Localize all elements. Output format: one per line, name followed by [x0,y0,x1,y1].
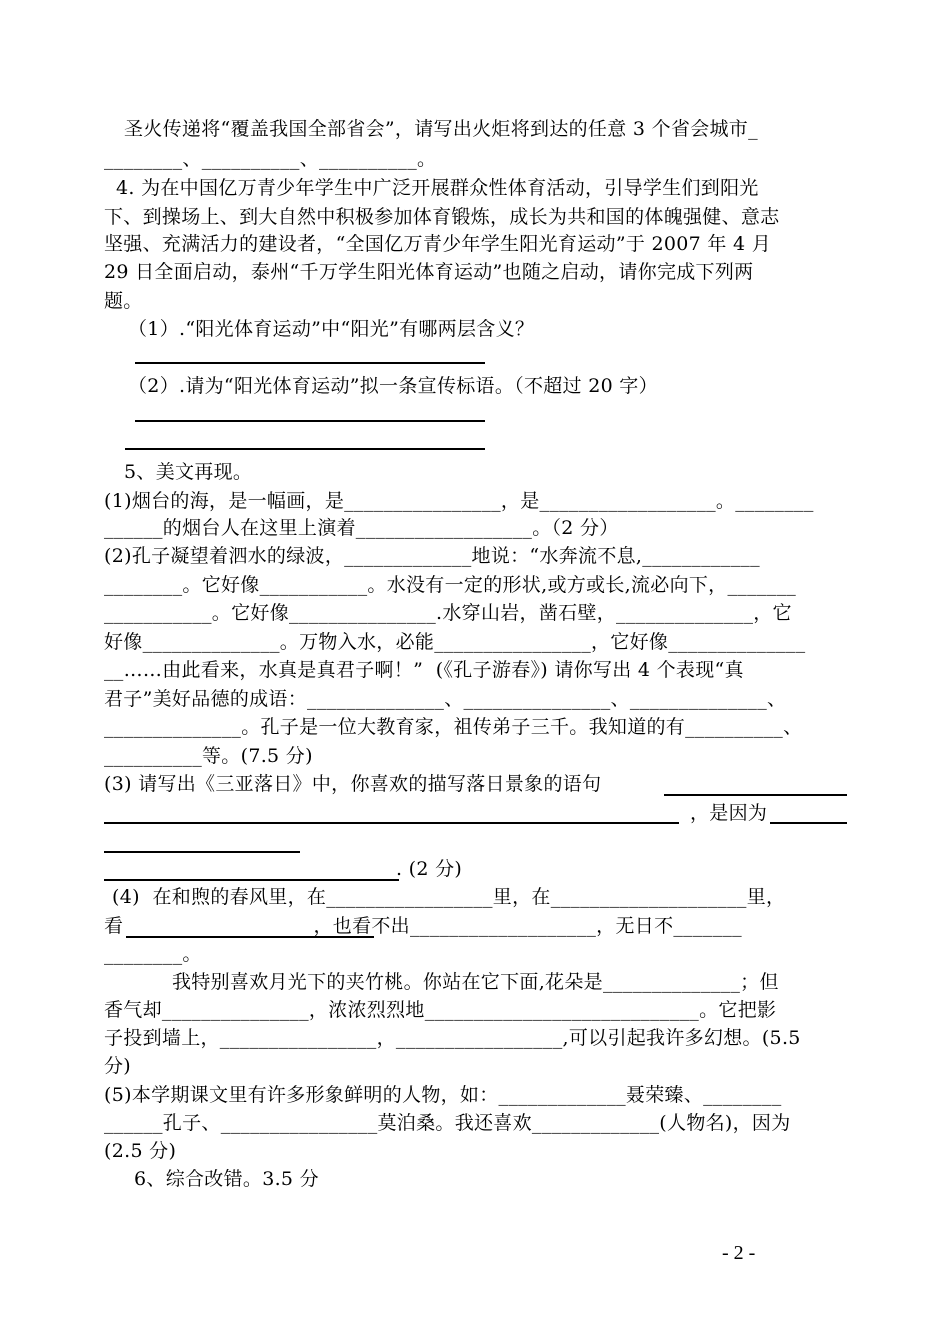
answer-line [125,448,485,450]
text-line: 君子”美好品德的成语：______________、_______________、______________、 [104,688,787,710]
answer-line [770,822,847,824]
text-line: 分) [104,1055,132,1077]
answer-line [126,936,374,938]
page-number: - 2 - [722,1242,756,1264]
text-line: ______孔子、________________莫泊桑。我还喜欢_____________(人物名)，因为 [104,1112,791,1134]
answer-line [104,822,679,824]
text-line: ，是因为 [690,802,768,824]
text-line: ________。 [104,943,202,965]
text-line: 好像______________。万物入水，必能________________，它好像______________ [104,631,806,653]
text-line: 子投到墙上，________________，_________________,可以引起我许多幻想。(5.5 [104,1027,801,1049]
text-line: 29 日全面启动，泰州“千万学生阳光体育运动”也随之启动，请你完成下列两 [104,261,754,283]
text-line: __________等。(7.5 分) [104,745,313,767]
answer-line [104,879,399,881]
text-line: ________。它好像___________。水没有一定的形状,或方或长,流必向下，_______ [104,574,797,596]
question-4-1: （1）.“阳光体育运动”中“阳光”有哪两层含义？ [128,318,535,340]
text-line: (2.5 分) [104,1140,177,1162]
text-line: 看 ，也看不出___________________，无日不_______ [104,915,742,937]
text-line: __……由此看来，水真是真君子啊！” (《孔子游春》) 请你写出 4 个表现“真 [104,659,744,681]
section-5-title: 5、美文再现。 [124,461,253,483]
text-line: ______________。孔子是一位大教育家，祖传弟子三千。我知道的有__________、 [104,716,803,738]
text-line: (2)孔子凝望着泗水的绿波，_____________地说：“水奔流不息,____________ [104,545,760,567]
text-line: (1)烟台的海，是一幅画，是________________，是__________________。________ [104,490,814,512]
text-line: 我特别喜欢月光下的夹竹桃。你站在它下面,花朵是______________；但 [172,971,779,993]
answer-line [664,794,847,796]
text-line: . (2 分) [396,858,463,880]
text-line: 题。 [104,290,143,312]
answer-line [135,362,485,364]
answer-line [104,851,300,853]
text-line: 圣火传递将“覆盖我国全部省会”，请写出火炬将到达的任意 3 个省会城市_ [124,118,758,140]
answer-line [135,420,485,422]
text-line: 下、到操场上、到大自然中积极参加体育锻炼，成长为共和国的体魄强健、意志 [104,206,780,228]
text-line: 4. 为在中国亿万青少年学生中广泛开展群众性体育活动，引导学生们到阳光 [116,177,759,199]
section-6-title: 6、综合改错。3.5 分 [134,1168,319,1190]
text-line: 坚强、充满活力的建设者，“全国亿万青少年学生阳光育运动”于 2007 年 4 月 [104,233,772,255]
text-line: ______的烟台人在这里上演着__________________。（2 分） [104,517,619,539]
text-line: ________、__________、__________。 [104,148,437,170]
question-5-4: (4) 在和煦的春风里，在_________________里，在____________________里， [112,886,786,908]
question-4-2: （2）.请为“阳光体育运动”拟一条宣传标语。（不超过 20 字） [128,375,658,397]
question-5-3: (3) 请写出《三亚落日》中，你喜欢的描写落日景象的语句 [104,773,602,795]
text-line: 香气却_______________，浓浓烈烈地____________________________。它把影 [104,999,777,1021]
question-5-5: (5)本学期课文里有许多形象鲜明的人物，如：_____________聂荣臻、________ [104,1084,782,1106]
text-line: ___________。它好像_______________.水穿山岩，凿石壁，______________，它 [104,602,792,624]
